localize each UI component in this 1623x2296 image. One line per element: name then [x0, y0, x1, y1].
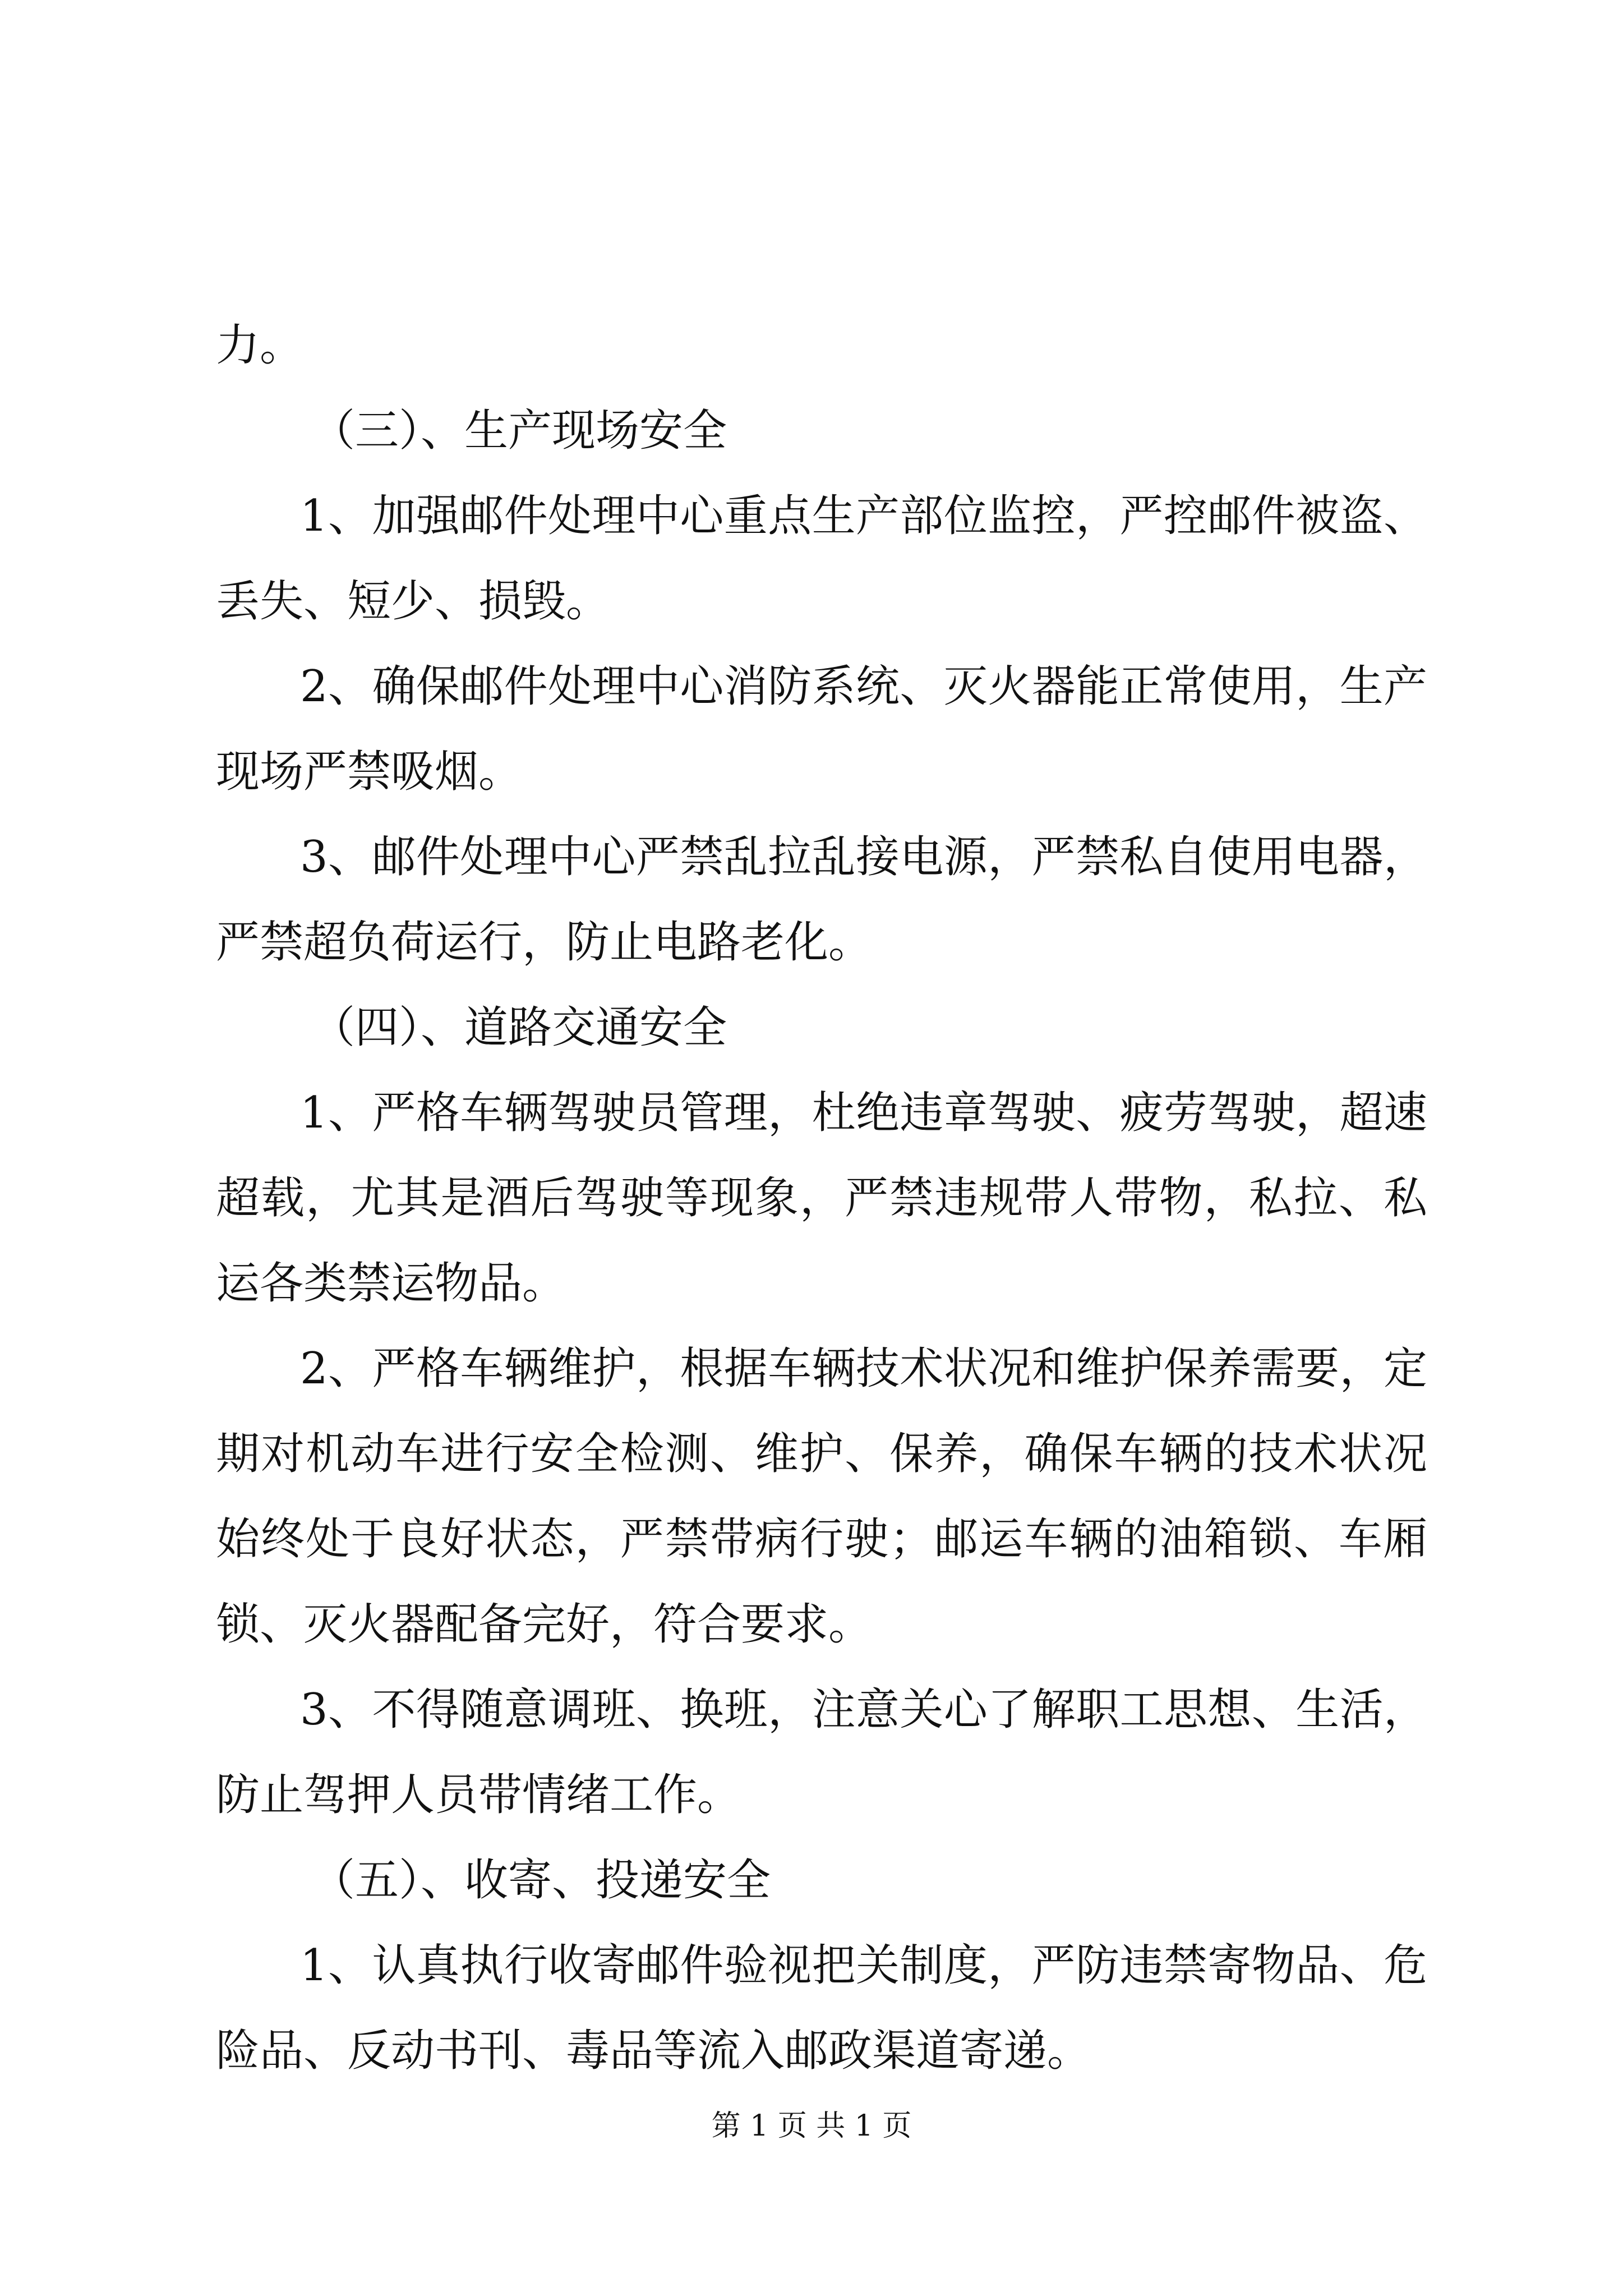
paragraph: 2、确保邮件处理中心消防系统、灭火器能正常使用，生产现场严禁吸烟。 — [216, 661, 1427, 797]
paragraph: 3、邮件处理中心严禁乱拉乱接电源，严禁私自使用电器，严禁超负荷运行，防止电路老化。 — [216, 832, 1427, 968]
paragraph: 1、加强邮件处理中心重点生产部位监控，严控邮件被盗、丢失、短少、损毁。 — [216, 491, 1427, 627]
paragraph: 2、严格车辆维护，根据车辆技术状况和维护保养需要，定期对机动车进行安全检测、维护、保养，确保车辆的技术状况始终处于良好状态，严禁带病行驶；邮运车辆的油箱锁、车厢锁、灭火器配备完好，符合要求。 — [216, 1343, 1427, 1650]
paragraph: 1、严格车辆驾驶员管理，杜绝违章驾驶、疲劳驾驶，超速超载，尤其是酒后驾驶等现象，严禁违规带人带物，私拉、私运各类禁运物品。 — [216, 1088, 1427, 1309]
document-body — [216, 303, 1427, 2093]
section-heading-road-traffic-safety: （四）、道路交通安全 — [311, 1002, 727, 1053]
paragraph: 1、认真执行收寄邮件验视把关制度，严防违禁寄物品、危险品、反动书刊、毒品等流入邮政渠道寄递。 — [216, 1940, 1427, 2076]
paragraph: 3、不得随意调班、换班，注意关心了解职工思想、生活，防止驾押人员带情绪工作。 — [216, 1685, 1427, 1820]
section-heading-production-safety: （三）、生产现场安全 — [311, 406, 727, 456]
page-number-footer: 第 1 页 共 1 页 — [711, 2109, 912, 2143]
paragraph-continuation: 力。 — [216, 320, 304, 371]
section-heading-mail-delivery-safety: （五）、收寄、投递安全 — [311, 1855, 771, 1906]
